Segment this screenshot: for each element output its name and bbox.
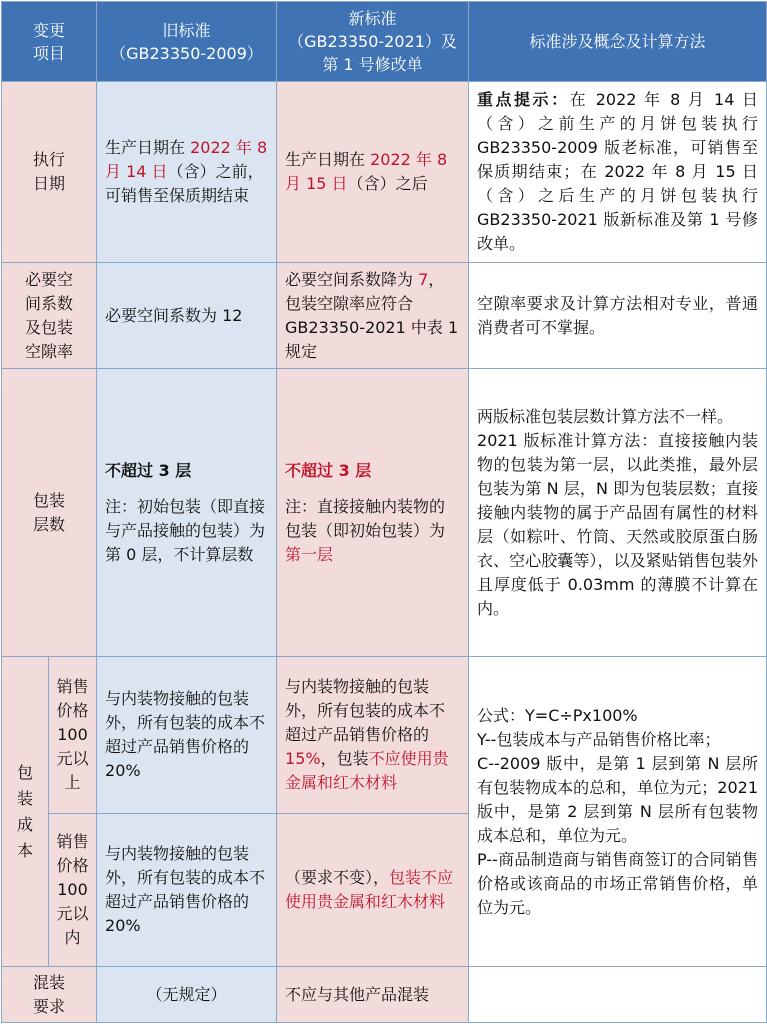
old-space-coefficient: 必要空间系数为 12 bbox=[97, 263, 277, 369]
old-cost-above-100: 与内装物接触的包装外，所有包装的成本不超过产品销售价格的 20% bbox=[97, 657, 277, 814]
new-cost-within-100: （要求不变），包装不应使用贵金属和红木材料 bbox=[277, 814, 469, 967]
row-execution-date bbox=[2, 82, 767, 263]
old-layers-note: 注：初始包装（即直接与产品接触的包装）为第 0 层，不计算层数 bbox=[105, 496, 266, 564]
header-old-standard: 旧标准 （GB23350-2009） bbox=[97, 2, 277, 82]
header-method: 标准涉及概念及计算方法 bbox=[469, 2, 767, 82]
sub-price-above-100: 销售 价格 100 元以 上 bbox=[49, 657, 97, 814]
note-execution-date: 重点提示：在 2022 年 8 月 14 日（含）之前生产的月饼包装执行 GB23350-2009 版老标准，可销售至保质期结束；在 2022 年 8 月 15 日（含）之后生产的月饼包装执行 GB23350-2021 版新标准及第 1 号修改单。 bbox=[469, 82, 767, 263]
standards-comparison-table bbox=[1, 1, 767, 1023]
old-execution-date: 生产日期在 2022 年 8 月 14 日（含）之前，可销售至保质期结束 bbox=[97, 82, 277, 263]
new-packaging-layers bbox=[277, 369, 469, 657]
new-mixed-packaging: 不应与其他产品混装 bbox=[277, 967, 469, 1023]
new-cost-above-100: 与内装物接触的包装外，所有包装的成本不超过产品销售价格的 15%，包装不应使用贵金属和红木材料 bbox=[277, 657, 469, 814]
row-packaging-layers bbox=[2, 369, 767, 657]
item-packaging-cost: 包 装 成 本 bbox=[2, 657, 49, 967]
row-cost-above-100 bbox=[2, 657, 767, 814]
note-space-coefficient: 空隙率要求及计算方法相对专业，普通消费者可不掌握。 bbox=[469, 263, 767, 369]
header-row bbox=[2, 2, 767, 82]
header-item: 变更 项目 bbox=[2, 2, 97, 82]
item-execution-date: 执行 日期 bbox=[2, 82, 97, 263]
new-layers-limit: 不超过 3 层 bbox=[285, 460, 372, 480]
old-packaging-layers bbox=[97, 369, 277, 657]
new-execution-date: 生产日期在 2022 年 8 月 15 日（含）之后 bbox=[277, 82, 469, 263]
note-mixed-packaging bbox=[469, 967, 767, 1023]
new-layers-note: 注：直接接触内装物的包装（即初始包装）为第一层 bbox=[285, 496, 446, 564]
item-packaging-layers: 包装 层数 bbox=[2, 369, 97, 657]
row-space-coefficient bbox=[2, 263, 767, 369]
row-mixed-packaging bbox=[2, 967, 767, 1023]
old-mixed-packaging: （无规定） bbox=[97, 967, 277, 1023]
old-layers-limit: 不超过 3 层 bbox=[105, 460, 192, 480]
item-space-coefficient: 必要空 间系数 及包装 空隙率 bbox=[2, 263, 97, 369]
header-new-standard: 新标准 （GB23350-2021）及 第 1 号修改单 bbox=[277, 2, 469, 82]
note-packaging-layers: 两版标准包装层数计算方法不一样。 2021 版标准计算方法：直接接触内装物的包装为第一层，以此类推，最外层包装为第 N 层，N 即为包装层数；直接接触内装物的属于产品固有属性的材料层（如粽叶、竹筒、天然或胶原蛋白肠衣、空心胶囊等），以及紧贴销售包装外且厚度低于 0.03mm 的薄膜不计算在内。 bbox=[469, 369, 767, 657]
new-space-coefficient: 必要空间系数降为 7，包装空隙率应符合 GB23350-2021 中表 1 规定 bbox=[277, 263, 469, 369]
old-cost-within-100: 与内装物接触的包装外，所有包装的成本不超过产品销售价格的 20% bbox=[97, 814, 277, 967]
note-packaging-cost: 公式：Y=C÷Px100% Y--包装成本与产品销售价格比率； C--2009 版中，是第 1 层到第 N 层所有包装物成本的总和，单位为元；2021 版中，是第 2 层到第 N 层所有包装物成本总和，单位为元。 P--商品制造商与销售商签订的合同销售价格或该商品的市场正常销售价格，单位为元。 bbox=[469, 657, 767, 967]
item-mixed-packaging: 混装 要求 bbox=[2, 967, 97, 1023]
sub-price-within-100: 销售 价格 100 元以 内 bbox=[49, 814, 97, 967]
